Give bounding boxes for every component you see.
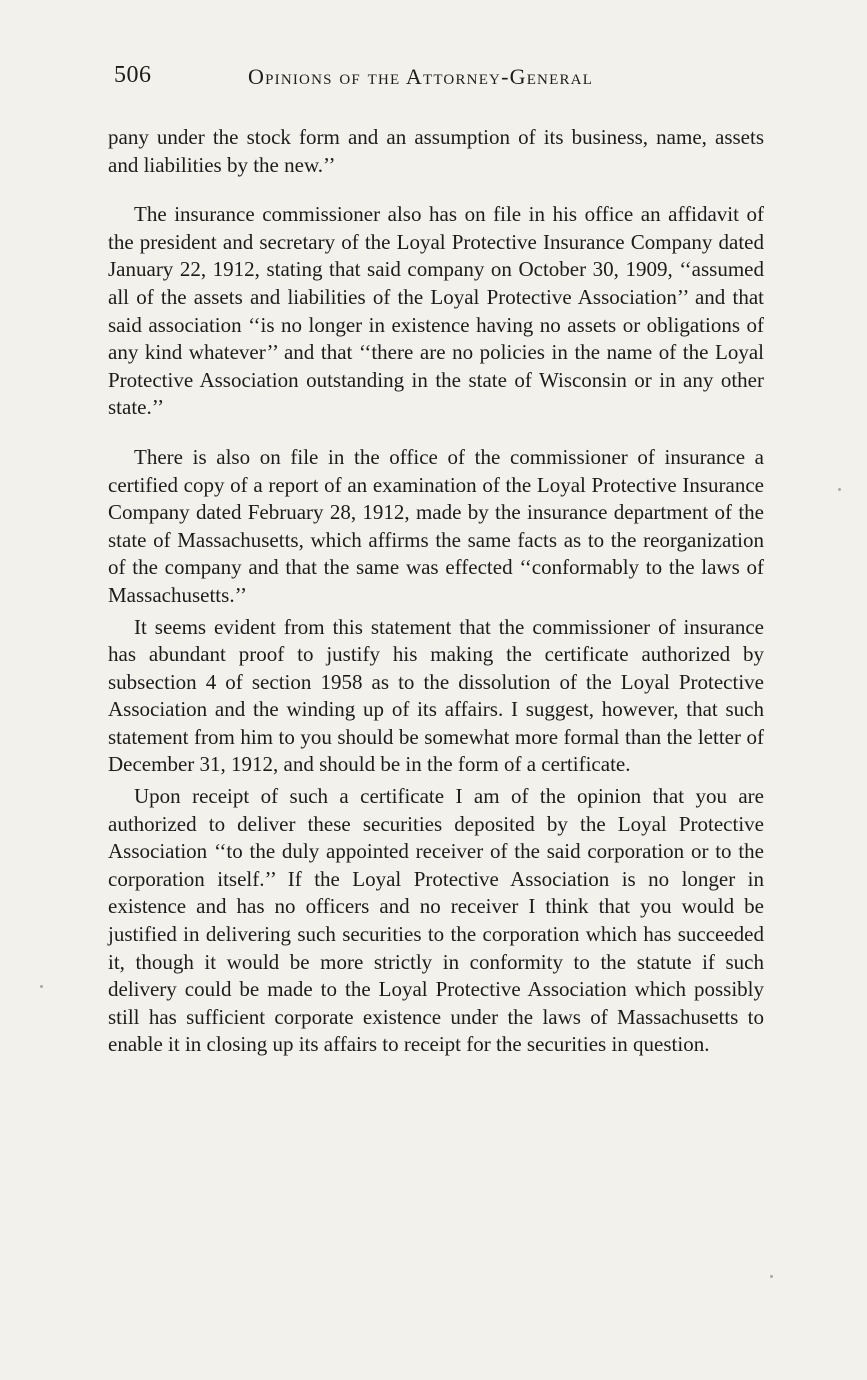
body-text xyxy=(108,124,764,1059)
paragraph-evidence: It seems evident from this statement that the commissioner of insurance has abundant proof to justify his making the certificate authorized by subsection 4 of section 1958 as to the dissolution of the Loyal Protective Association and the winding up of its affairs. I suggest, however, that such statement from him to you should be somewhat more formal than the letter of December 31, 1912, and should be in the form of a certificate. xyxy=(108,614,764,777)
scan-speck xyxy=(40,985,43,988)
paragraph-certified-copy: There is also on file in the office of the commissioner of insurance a certified copy of a report of an examination of the Loyal Protective Insurance Company dated February 28, 1912, made by the insurance department of the state of Massachusetts, which affirms the same facts as to the reorganization of the company and that the same was effected ‘‘conformably to the laws of Massachusetts.’’ xyxy=(108,444,764,607)
paragraph-opinion: Upon receipt of such a certificate I am of the opinion that you are authorized to deliver these securities deposited by the Loyal Protective Association ‘‘to the duly appointed receiver of the said corporation or to the corporation itself.’’ If the Loyal Protective Association is no longer in existence and has no officers and no receiver I think that you would be justified in delivering such securities to the corporation which has succeeded it, though it would be more strictly in conformity to the statute if such delivery could be made to the Loyal Protective Association which possibly still has sufficient corporate existence under the laws of Massachusetts to enable it in closing up its affairs to receipt for the securities in question. xyxy=(108,784,764,1057)
paragraph-continuation: pany under the stock form and an assumption of its business, name, assets and liabilities by the new.’’ xyxy=(108,125,764,177)
page-number: 506 xyxy=(114,62,152,88)
page-header xyxy=(114,62,764,102)
paragraph-affidavit: The insurance commissioner also has on file in his office an affidavit of the president and secretary of the Loyal Protective Insurance Company dated January 22, 1912, stating that said company on October 30, 1909, ‘‘assumed all of the assets and liabilities of the Loyal Protective Association’’ and that said association ‘‘is no longer in existence having no assets or obligations of any kind whatever’’ and that ‘‘there are no policies in the name of the Loyal Protective Association outstanding in the state of Wisconsin or in any other state.’’ xyxy=(108,202,764,420)
scan-speck xyxy=(770,1275,773,1278)
scan-speck xyxy=(838,488,841,491)
running-title: Opinions of the Attorney-General xyxy=(248,64,594,89)
